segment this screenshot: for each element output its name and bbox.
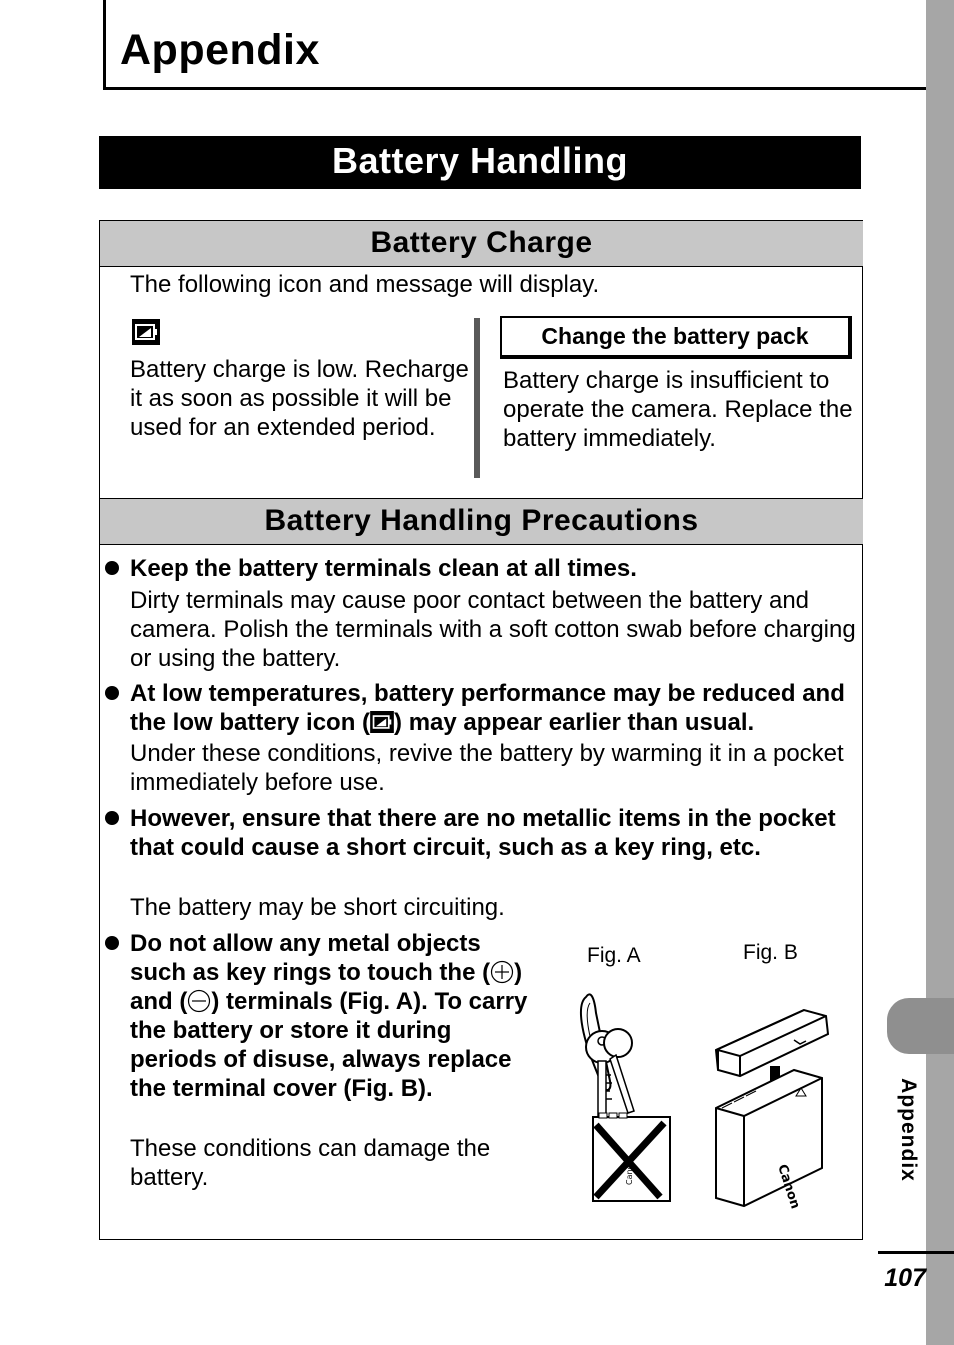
fig-b-label: Fig. B (743, 941, 798, 964)
precaution-4-title-part2: ) and ( (130, 959, 523, 1015)
low-battery-icon (132, 319, 160, 345)
chapter-title: Appendix (120, 26, 320, 74)
battery-charge-heading: Battery Charge (100, 221, 863, 267)
precaution-1-body: Dirty terminals may cause poor contact between the battery and camera. Polish the terminals with a soft cotton swab before charging or using the battery. (130, 587, 856, 672)
bullet-dot (105, 936, 119, 950)
bullet-dot (105, 561, 119, 575)
precaution-1-title: Keep the battery terminals clean at all times. (130, 555, 637, 582)
low-battery-icon (370, 711, 394, 733)
column-divider (474, 318, 480, 478)
header-rule-horizontal (103, 87, 954, 90)
bullet-dot (105, 811, 119, 825)
page-number-rule (878, 1251, 954, 1254)
precaution-4-title-part3: ) terminals (Fig. A). To carry the battery or store it during periods of disuse, always replace the terminal cover (Fig. B). (130, 988, 528, 1102)
page-number: 107 (884, 1264, 926, 1292)
precaution-3-title: However, ensure that there are no metallic items in the pocket that could cause a short circuit, such as a key ring, etc. (130, 805, 836, 861)
svg-text:Canon: Canon (774, 1162, 803, 1211)
precaution-3-body: The battery may be short circuiting. (130, 894, 505, 921)
side-tab-label-wrap (885, 1070, 931, 1190)
precautions-heading: Battery Handling Precautions (100, 498, 863, 545)
precaution-2-title-part1: At low temperatures, battery performance may be reduced and the low battery icon ( (130, 680, 845, 736)
minus-terminal-icon (187, 989, 211, 1013)
battery-charge-intro: The following icon and message will display. (130, 271, 600, 298)
svg-text:Canon: Canon (625, 1159, 634, 1185)
fig-a-label: Fig. A (587, 944, 641, 967)
low-battery-text: Battery charge is low. Recharge it as soon as possible it will be used for an extended period. (130, 356, 469, 441)
precaution-2-title (130, 679, 858, 737)
precaution-2-body: Under these conditions, revive the battery by warming it in a pocket immediately before use. (130, 740, 844, 796)
side-tab-label: Appendix (897, 1078, 920, 1182)
fig-a-keys-battery-illustration (568, 985, 688, 1210)
precaution-4-title-part1: Do not allow any metal objects such as key rings to touch the ( (130, 930, 491, 986)
fig-b-terminal-cover-illustration (710, 1000, 835, 1215)
change-battery-message: Change the battery pack (500, 316, 852, 359)
plus-terminal-icon (490, 960, 514, 984)
side-tab (887, 998, 954, 1054)
section-title: Battery Handling (99, 136, 861, 189)
precaution-2-title-part2: ) may appear earlier than usual. (394, 709, 755, 736)
change-battery-text: Battery charge is insufficient to operate the camera. Replace the battery immediately. (503, 367, 853, 452)
header-rule-vertical (103, 0, 106, 90)
bullet-dot (105, 686, 119, 700)
precaution-4-body: These conditions can damage the battery. (130, 1135, 491, 1191)
precaution-4-title (130, 929, 530, 1103)
